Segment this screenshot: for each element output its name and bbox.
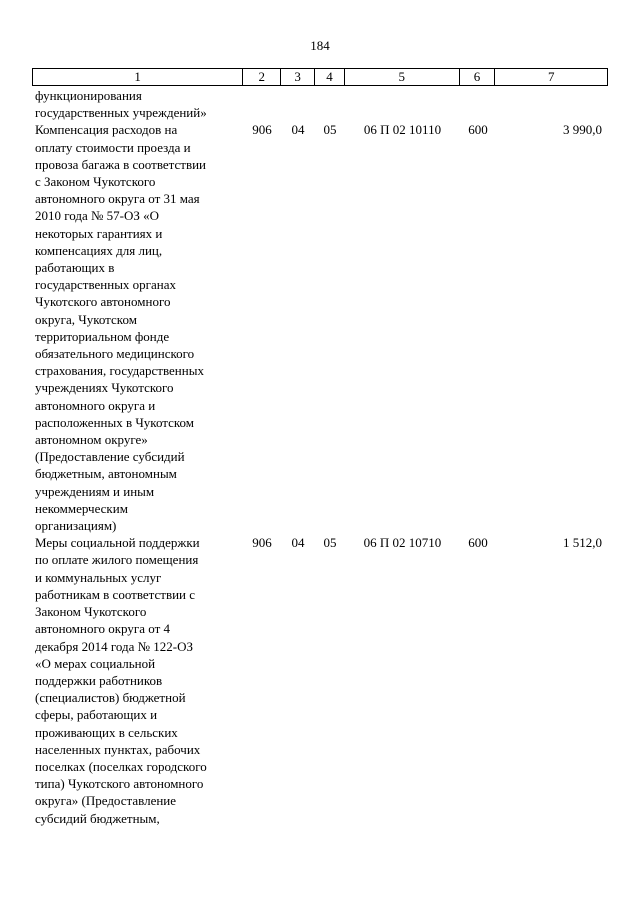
row-description: Меры социальной поддержки по оплате жилого помещения и коммунальных услуг работникам в соответствии с Законом Чукотского автономного округа от 4 декабря 2014 года № 122-ОЗ «О мерах социальной поддержки работников (специалистов) бюджетной сферы, работающих и проживающих в сельских населенных пунктах, рабочих поселках (поселках городского типа) Чукотского автономного округа» (Предоставление субсидий бюджетным,	[35, 535, 207, 826]
row-description: Компенсация расходов на оплату стоимости проезда и провоза багажа в соответствии с Законом Чукотского автономного округа от 31 мая 2010 года № 57-ОЗ «О некоторых гарантиях и компенсациях для лиц, работающих в государственных органах Чукотского автономного округа, Чукотском территориальном фонде обязательного медицинского страхования, государственных учреждениях Чукотского автономного округа и расположенных в Чукотском автономном округе» (Предоставление субсидий бюджетным, автономным учреждениям и иным некоммерческим организациям)	[35, 122, 206, 534]
row-section: 04	[291, 122, 305, 138]
row-amount	[496, 87, 608, 121]
column-header-1: 1	[33, 69, 243, 85]
column-header-2: 2	[243, 69, 281, 85]
row-subsection	[315, 87, 345, 121]
row-admin-code: 906	[252, 535, 272, 551]
row-description: функционирования государственных учреждений»	[35, 88, 207, 121]
table-row	[32, 87, 608, 121]
row-target-article: 06 П 02 10710	[363, 535, 442, 551]
column-header-3: 3	[281, 69, 315, 85]
row-expense-type: 600	[468, 535, 488, 551]
row-target-article	[345, 87, 460, 121]
page-number: 184	[310, 38, 330, 53]
row-expense-type	[460, 87, 496, 121]
column-header-6: 6	[460, 69, 496, 85]
row-section	[281, 87, 315, 121]
table-row	[32, 121, 608, 534]
row-section: 04	[291, 535, 305, 551]
column-header-7: 7	[547, 69, 555, 84]
row-amount: 3 990,0	[563, 122, 602, 138]
row-amount: 1 512,0	[563, 535, 602, 551]
table-row	[32, 534, 608, 826]
row-subsection: 05	[323, 535, 337, 551]
column-header-4: 4	[315, 69, 345, 85]
row-expense-type: 600	[468, 122, 488, 138]
table-header	[32, 68, 608, 86]
column-header-5: 5	[345, 69, 460, 85]
row-subsection: 05	[323, 122, 337, 138]
row-admin-code: 906	[252, 122, 272, 138]
table-body	[32, 87, 608, 827]
row-admin-code	[243, 87, 281, 121]
row-target-article: 06 П 02 10110	[363, 122, 442, 138]
